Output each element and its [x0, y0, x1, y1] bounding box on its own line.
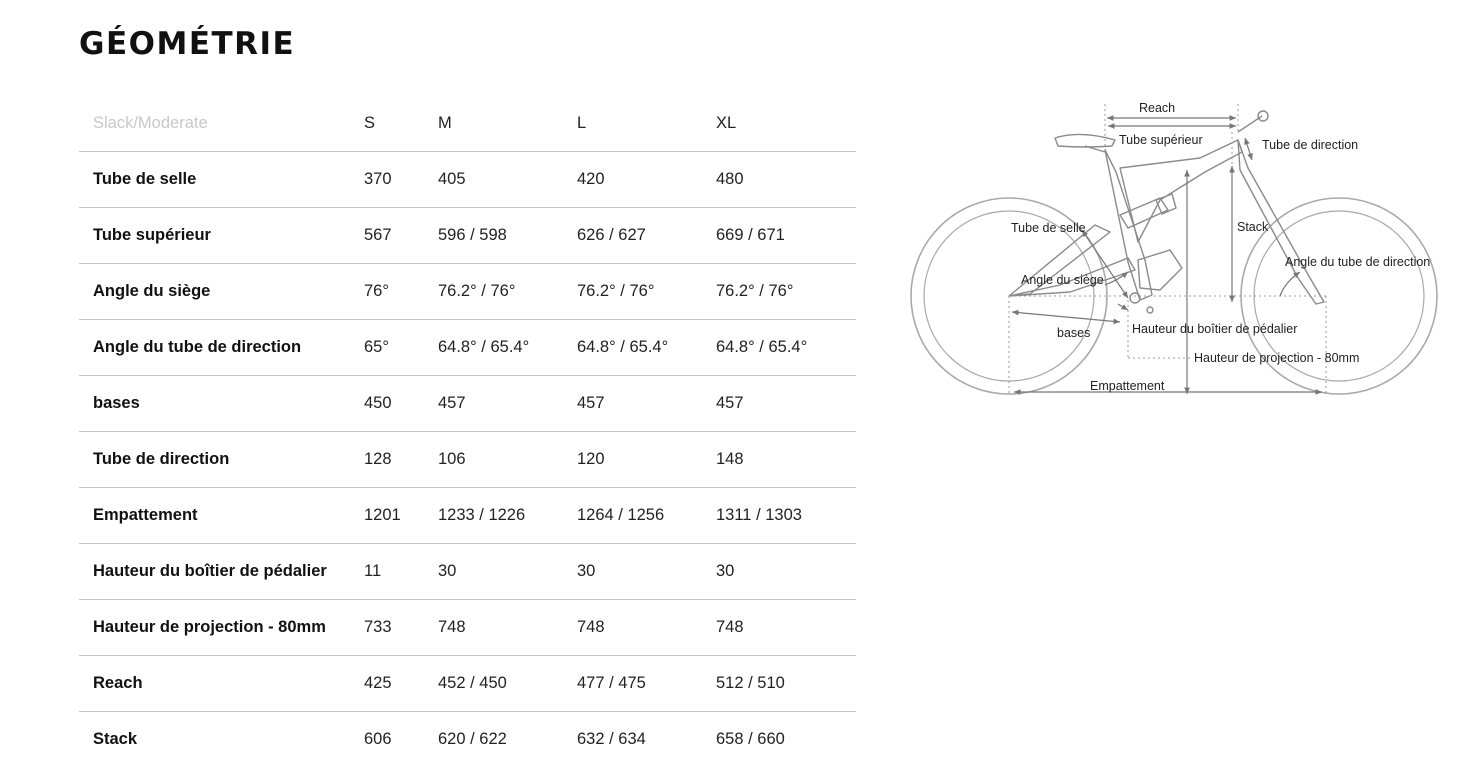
cell-value: 76.2° / 76°: [438, 282, 516, 300]
label-bb-height: Hauteur du boîtier de pédalier: [1132, 322, 1298, 336]
cell-value: 1233 / 1226: [438, 506, 526, 524]
table-row: [79, 712, 856, 768]
size-header-m: M: [438, 113, 452, 132]
row-label: Angle du siège: [93, 282, 211, 300]
cell-value: 76.2° / 76°: [577, 282, 655, 300]
cell-value: 1201: [364, 506, 401, 524]
table-row: [79, 376, 856, 432]
variant-label: Slack/Moderate: [93, 113, 208, 132]
cell-value: 596 / 598: [438, 226, 507, 244]
cell-value: 457: [716, 394, 744, 412]
bike-geometry-diagram: [900, 92, 1440, 412]
cell-value: 748: [438, 618, 466, 636]
cell-value: 477 / 475: [577, 674, 646, 692]
label-chainstay: bases: [1057, 326, 1091, 340]
cell-value: 733: [364, 618, 392, 636]
row-label: bases: [93, 394, 140, 412]
cell-value: 106: [438, 450, 466, 468]
cell-value: 11: [364, 562, 382, 580]
table-row: [79, 656, 856, 712]
cell-value: 669 / 671: [716, 226, 785, 244]
cell-value: 76.2° / 76°: [716, 282, 794, 300]
cell-value: 30: [577, 562, 596, 580]
cell-value: 632 / 634: [577, 730, 646, 748]
cell-value: 128: [364, 450, 392, 468]
geometry-table: [79, 95, 856, 767]
cell-value: 748: [716, 618, 744, 636]
page-title: GÉOMÉTRIE: [79, 26, 296, 62]
row-label: Tube de selle: [93, 170, 197, 188]
cell-value: 620 / 622: [438, 730, 507, 748]
cell-value: 1264 / 1256: [577, 506, 665, 524]
label-seat-tube: Tube de selle: [1011, 221, 1086, 235]
label-head-angle: Angle du tube de direction: [1285, 255, 1431, 269]
cell-value: 65°: [364, 338, 389, 356]
cell-value: 420: [577, 170, 605, 188]
cell-value: 626 / 627: [577, 226, 646, 244]
cell-value: 450: [364, 394, 392, 412]
table-row: [79, 152, 856, 208]
cell-value: 64.8° / 65.4°: [577, 338, 669, 356]
row-label: Tube de direction: [93, 450, 230, 468]
row-label: Hauteur du boîtier de pédalier: [93, 562, 327, 580]
row-label: Empattement: [93, 506, 198, 524]
label-top-tube: Tube supérieur: [1119, 133, 1203, 147]
cell-value: 567: [364, 226, 392, 244]
table-header-row: [79, 95, 856, 152]
cell-value: 64.8° / 65.4°: [438, 338, 530, 356]
row-label: Hauteur de projection - 80mm: [93, 618, 326, 636]
row-label: Stack: [93, 730, 138, 748]
cell-value: 512 / 510: [716, 674, 785, 692]
row-label: Angle du tube de direction: [93, 338, 302, 356]
cell-value: 425: [364, 674, 392, 692]
table-row: [79, 208, 856, 264]
label-reach: Reach: [1139, 101, 1176, 115]
cell-value: 76°: [364, 282, 389, 300]
table-row: [79, 432, 856, 488]
cell-value: 658 / 660: [716, 730, 785, 748]
cell-value: 480: [716, 170, 744, 188]
cell-value: 457: [577, 394, 605, 412]
table-row: [79, 264, 856, 320]
table-row: [79, 320, 856, 376]
cell-value: 64.8° / 65.4°: [716, 338, 808, 356]
label-wheelbase: Empattement: [1090, 379, 1165, 393]
cell-value: 148: [716, 450, 744, 468]
cell-value: 1311 / 1303: [716, 506, 802, 524]
table-row: [79, 488, 856, 544]
label-standover: Hauteur de projection - 80mm: [1194, 351, 1360, 365]
label-seat-angle: Angle du siège: [1021, 273, 1104, 287]
cell-value: 748: [577, 618, 605, 636]
cell-value: 405: [438, 170, 466, 188]
table-row: [79, 600, 856, 656]
size-header-s: S: [364, 113, 376, 132]
size-header-l: L: [577, 113, 587, 132]
cell-value: 30: [438, 562, 457, 580]
size-header-xl: XL: [716, 113, 737, 132]
cell-value: 30: [716, 562, 735, 580]
cell-value: 120: [577, 450, 605, 468]
cell-value: 452 / 450: [438, 674, 507, 692]
cell-value: 370: [364, 170, 392, 188]
cell-value: 606: [364, 730, 392, 748]
label-head-tube: Tube de direction: [1262, 138, 1359, 152]
row-label: Tube supérieur: [93, 226, 211, 244]
table-row: [79, 544, 856, 600]
label-stack: Stack: [1237, 220, 1269, 234]
row-label: Reach: [93, 674, 143, 692]
cell-value: 457: [438, 394, 466, 412]
